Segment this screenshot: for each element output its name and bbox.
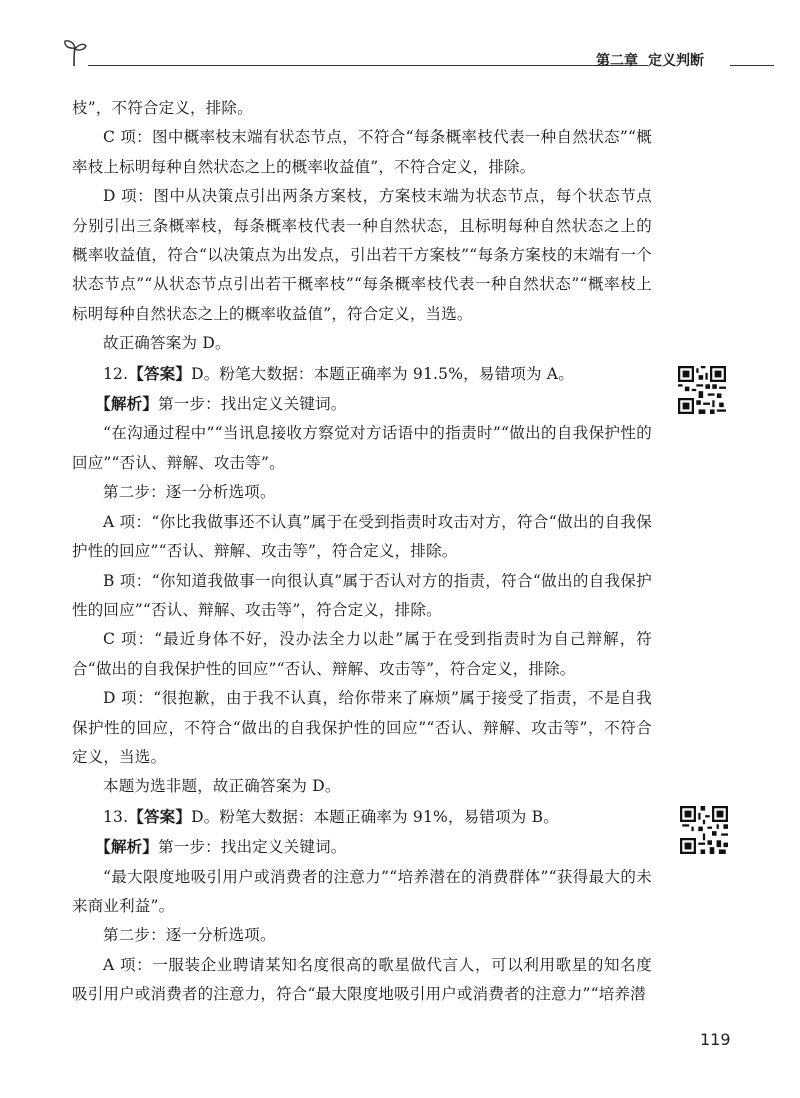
analysis-label: 【解析】 bbox=[95, 394, 159, 414]
paragraph: A 项：“你比我做事还不认真”属于在受到指责时攻击对方，符合“做出的自我保护性的回应”“否认、辩解、攻击等”，符合定义，排除。 bbox=[72, 512, 652, 561]
paragraph: 第二步：逐一分析选项。 bbox=[103, 483, 276, 502]
qr-code-icon[interactable] bbox=[678, 366, 726, 414]
page-number: 119 bbox=[700, 1030, 731, 1049]
header-rule bbox=[88, 65, 648, 66]
analysis-13: 【解析】第一步：找出定义关键词。 bbox=[95, 837, 347, 857]
analysis-label: 【解析】 bbox=[95, 837, 159, 857]
answer-13: 13.【答案】D。粉笔大数据：本题正确率为 91%，易错项为 B。 bbox=[103, 806, 559, 826]
header-rule-right bbox=[730, 65, 774, 66]
page-body bbox=[72, 94, 652, 1010]
paragraph: D 项：“很抱歉，由于我不认真，给你带来了麻烦”属于接受了指责，不是自我保护性的回应，不符合“做出的自我保护性的回应”“否认、辩解、攻击等”，不符合定义，当选。 bbox=[72, 689, 652, 766]
paragraph: C 项：图中概率枝末端有状态节点，不符合“每条概率枝代表一种自然状态”“概率枝上标明每种自然状态之上的概率收益值”，不符合定义，排除。 bbox=[72, 128, 652, 176]
paragraph: “最大限度地吸引用户或消费者的注意力”“培养潜在的消费群体”“获得最大的未来商业利益”。 bbox=[72, 867, 652, 915]
paragraph: A 项：一服装企业聘请某知名度很高的歌星做代言人，可以利用歌星的知名度吸引用户或消费者的注意力，符合“最大限度地吸引用户或消费者的注意力”“培养潜 bbox=[72, 955, 652, 1004]
answer-label: 【答案】 bbox=[128, 806, 192, 826]
paragraph: 第二步：逐一分析选项。 bbox=[103, 926, 276, 945]
chapter-title bbox=[596, 50, 774, 70]
paragraph: 枝”，不符合定义，排除。 bbox=[72, 99, 253, 117]
section-title: 定义判断 bbox=[648, 53, 704, 69]
paragraph: C 项：“最近身体不好，没办法全力以赴”属于在受到指责时为自己辩解，符合“做出的自我保护性的回应”“否认、辩解、攻击等”，符合定义，排除。 bbox=[72, 630, 652, 678]
paragraph: 故正确答案为 D。 bbox=[103, 334, 231, 353]
paragraph: B 项：“你知道我做事一向很认真”属于否认对方的指责，符合“做出的自我保护性的回应”“否认、辩解、攻击等”，符合定义，排除。 bbox=[72, 571, 652, 619]
answer-12: 12.【答案】D。粉笔大数据：本题正确率为 91.5%，易错项为 A。 bbox=[103, 363, 574, 383]
chapter-number: 第二章 bbox=[596, 53, 638, 69]
analysis-12: 【解析】第一步：找出定义关键词。 bbox=[95, 394, 347, 414]
paragraph: D 项：图中从决策点引出两条方案枝，方案枝末端为状态节点，每个状态节点分别引出三条概率枝，每条概率枝代表一种自然状态，且标明每种自然状态之上的概率收益值，符合“以决策点为出发点，引出若干方案枝”“每条方案枝的末端有一个状态节点”“从状态节点引出若干概率枝”“每条概率枝代表一种自然状态”“概率枝上标明每种自然状态之上的概率收益值”，符合定义，当选。 bbox=[72, 187, 652, 323]
sprout-icon bbox=[62, 38, 88, 68]
qr-code-icon[interactable] bbox=[680, 806, 728, 854]
answer-label: 【答案】 bbox=[128, 363, 192, 383]
page-header bbox=[62, 38, 774, 70]
paragraph: “在沟通过程中”“当讯息接收方察觉对方话语中的指责时”“做出的自我保护性的回应”“否认、辩解、攻击等”。 bbox=[72, 424, 652, 472]
paragraph: 本题为选非题，故正确答案为 D。 bbox=[103, 777, 341, 796]
